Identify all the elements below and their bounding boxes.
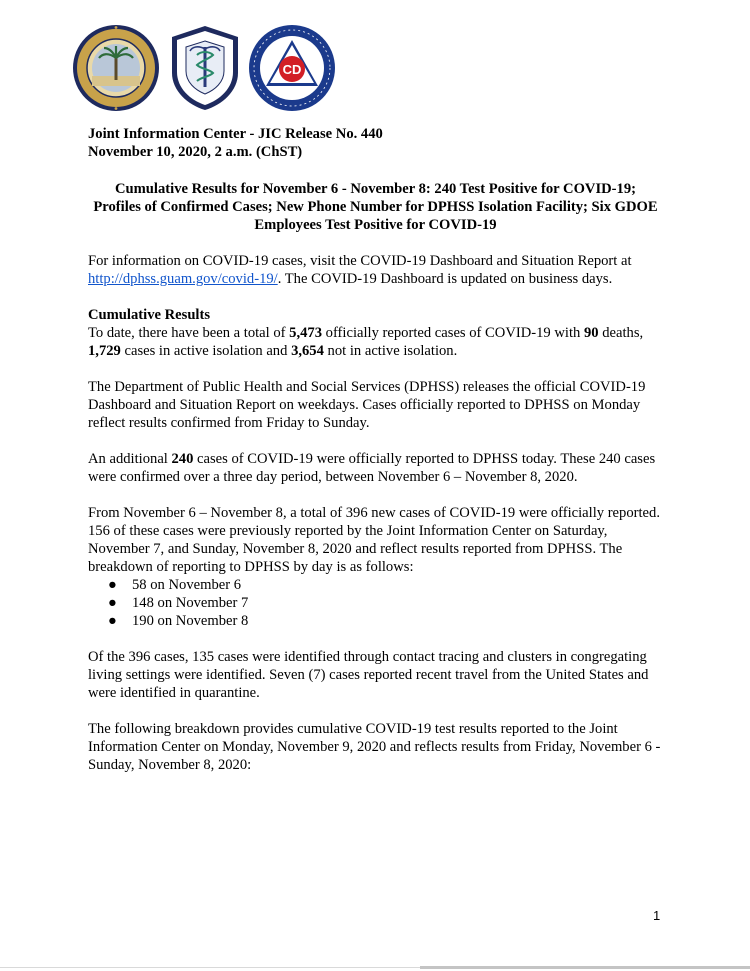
cumulative-text: To date, there have been a total of [88, 325, 290, 341]
cumulative-text: deaths, [598, 325, 644, 341]
release-date: November 10, 2020, 2 a.m. (ChST) [88, 144, 303, 160]
total-deaths: 90 [583, 325, 599, 341]
header-logos [72, 24, 342, 116]
contact-tracing-paragraph: Of the 396 cases, 135 cases were identified through contact tracing and clusters in congregating living settings were identified. Seven (7) cases reported recent travel from the United States and were identified in quarantine. [88, 649, 649, 701]
page-number: 1 [653, 908, 661, 923]
intro-text: For information on COVID-19 cases, visit the COVID-19 Dashboard and Situation Report at [88, 253, 632, 269]
list-item [108, 594, 663, 612]
additional-cases-count: 240 [171, 451, 194, 467]
horizontal-scrollbar[interactable] [420, 966, 750, 969]
breakdown-intro-paragraph: From November 6 – November 8, a total of 396 new cases of COVID-19 were officially reported. 156 of these cases were previously reported by the Joint Information Center on Saturday, November 7, and Sunday, November 8, 2020 and reflect results reported from DPHSS. The breakdown of reporting to DPHSS by day is as follows: [88, 505, 660, 575]
bullet-icon: ● [108, 595, 117, 611]
not-active-isolation-count: 3,654 [291, 343, 324, 359]
list-item-text: 190 on November 8 [132, 613, 249, 629]
cumulative-text: cases in active isolation and [120, 343, 292, 359]
dphss-paragraph: The Department of Public Health and Social Services (DPHSS) releases the official COVID-19 Dashboard and Situation Report on weekdays. Cases officially reported to DPHSS on Monday reflect results confirmed from Friday to Sunday. [88, 379, 646, 431]
release-headline [88, 180, 663, 234]
list-item-text: 148 on November 7 [132, 595, 249, 611]
active-isolation-count: 1,729 [88, 343, 121, 359]
release-number: Joint Information Center - JIC Release No. 440 [88, 126, 383, 142]
total-cases: 5,473 [289, 325, 323, 341]
intro-paragraph [88, 252, 663, 288]
cumulative-paragraph [88, 324, 663, 360]
list-item-text: 58 on November 6 [132, 577, 242, 593]
headline-line: Cumulative Results for November 6 - November 8: 240 Test Positive for COVID-19; [115, 181, 636, 197]
additional-cases-paragraph [88, 450, 663, 486]
governors-seal-icon [72, 24, 160, 112]
daily-breakdown-list [88, 576, 663, 630]
headline-line: Employees Test Positive for COVID-19 [254, 217, 497, 233]
list-item [108, 576, 663, 594]
list-item [108, 612, 663, 630]
cumulative-heading: Cumulative Results [88, 307, 211, 323]
additional-text: cases of COVID-19 were officially reported to DPHSS today. These 240 cases were confirmed over a three day period, between November 6 – November 8, 2020. [88, 451, 656, 485]
civil-defense-seal-letters: CD [282, 62, 302, 77]
following-breakdown-paragraph: The following breakdown provides cumulative COVID-19 test results reported to the Joint Information Center on Monday, November 9, 2020 and reflects results from Friday, November 6 - Sunday, November 8, 2020: [88, 721, 661, 773]
cumulative-text: officially reported cases of COVID-19 with [322, 325, 584, 341]
additional-text: An additional [88, 451, 172, 467]
bullet-icon: ● [108, 613, 117, 629]
civil-defense-seal-icon [248, 24, 336, 112]
bullet-icon: ● [108, 577, 117, 593]
intro-text-end: . The COVID-19 Dashboard is updated on business days. [277, 271, 613, 287]
dashboard-link[interactable]: http://dphss.guam.gov/covid-19/ [88, 271, 278, 287]
release-body [88, 125, 663, 774]
cumulative-text: not in active isolation. [323, 343, 458, 359]
public-health-seal-icon [170, 25, 240, 111]
headline-line: Profiles of Confirmed Cases; New Phone Number for DPHSS Isolation Facility; Six GDOE [93, 199, 658, 215]
